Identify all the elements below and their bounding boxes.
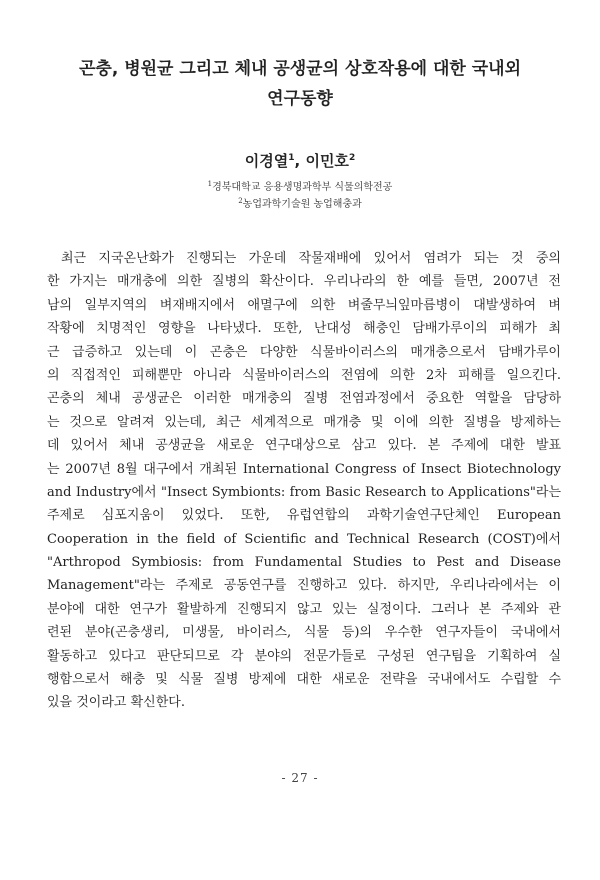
abstract-line: 데 있어서 체내 공생균을 새로운 연구대상으로 삼고 있다. 본 주제에 대한 발표: [47, 438, 561, 454]
author-name: 이민호: [305, 152, 349, 170]
affiliation-mark: 2: [238, 197, 243, 205]
abstract-line: 곤충의 체내 공생균은 이러한 매개충의 질병 전염과정에서 중요한 역할을 담당하: [47, 391, 561, 407]
affiliation-mark: 1: [288, 153, 295, 163]
abstract-line: 련된 분야(곤충생리, 미생물, 바이러스, 식물 등)의 우수한 연구자들이 국내에서: [47, 625, 561, 641]
abstract-line: 남의 일부지역의 벼재배지에서 애멸구에 의한 벼줄무늬잎마름병이 대발생하여 벼: [47, 297, 561, 313]
affiliation-mark: 2: [348, 153, 356, 163]
affiliation: [0, 178, 600, 193]
affiliation-mark: 1: [207, 180, 213, 188]
abstract-line: 최근 지국온난화가 진행되는 가운데 작물재배에 있어서 염려가 되는 것 중의: [61, 251, 561, 266]
author-list: [0, 150, 600, 171]
title-line-2: 연구동향: [267, 89, 333, 109]
affiliation-text: 농업과학기술원 농업해충과: [242, 199, 362, 210]
author-name: 이경열: [244, 152, 289, 170]
abstract-line: Cooperation in the field of Scientific and Technical Research (COST)에서: [47, 531, 561, 547]
paper-title: [40, 54, 560, 114]
abstract-line: 한 가지는 매개충에 의한 질병의 확산이다. 우리나라의 한 예를 들면, 2007년 전: [47, 274, 561, 290]
abstract-line: 활동하고 있다고 판단되므로 각 분야의 전문가들로 구성된 연구팀을 기획하여 실: [47, 648, 561, 664]
abstract-line: 있을 것이라고 확신한다.: [47, 695, 185, 711]
title-line-1: 곤충, 병원균 그리고 체내 공생균의 상호작용에 대한 국내외: [78, 59, 521, 79]
abstract-line: 분야에 대한 연구가 활발하게 진행되지 않고 있는 실정이다. 그러나 본 주제와 관: [47, 601, 561, 617]
abstract-line: 는 2007년 8월 대구에서 개최된 International Congress of Insect Biotechnology: [47, 461, 561, 477]
affiliation-text: 경북대학교 응용생명과학부 식물의학전공: [212, 182, 393, 193]
abstract-line: 의 직접적인 피해뿐만 아니라 식물바이러스의 전염에 의한 2차 피해를 일으킨다.: [47, 367, 561, 383]
abstract-line: 행함으로서 해충 및 식물 질병 방제에 대한 새로운 전략을 국내에서도 수립할 수: [47, 672, 561, 688]
abstract-line: 근 급증하고 있는데 이 곤충은 다양한 식물바이러스의 매개충으로서 담배가루이: [47, 344, 561, 360]
page-number: - 27 -: [281, 771, 319, 785]
affiliation: [0, 195, 600, 210]
abstract-line: and Industry에서 "Insect Symbionts: from Basic Research to Applications"라는: [47, 484, 561, 500]
abstract-body: [47, 247, 561, 715]
abstract-line: 는 것으로 알려져 있는데, 최근 세계적으로 매개충 및 이에 의한 질병을 방제하는: [47, 414, 561, 430]
abstract-line: Management"라는 주제로 공동연구를 진행하고 있다. 하지만, 우리나라에서는 이: [47, 578, 561, 594]
abstract-line: 주제로 심포지움이 있었다. 또한, 유럽연합의 과학기술연구단체인 European: [47, 508, 561, 524]
author-separator: ,: [294, 152, 306, 170]
abstract-line: 작황에 치명적인 영향을 나타냈다. 또한, 난대성 해충인 담배가루이의 피해가 최: [47, 321, 561, 337]
abstract-line: "Arthropod Symbiosis: from Fundamental Studies to Pest and Disease: [47, 555, 561, 571]
